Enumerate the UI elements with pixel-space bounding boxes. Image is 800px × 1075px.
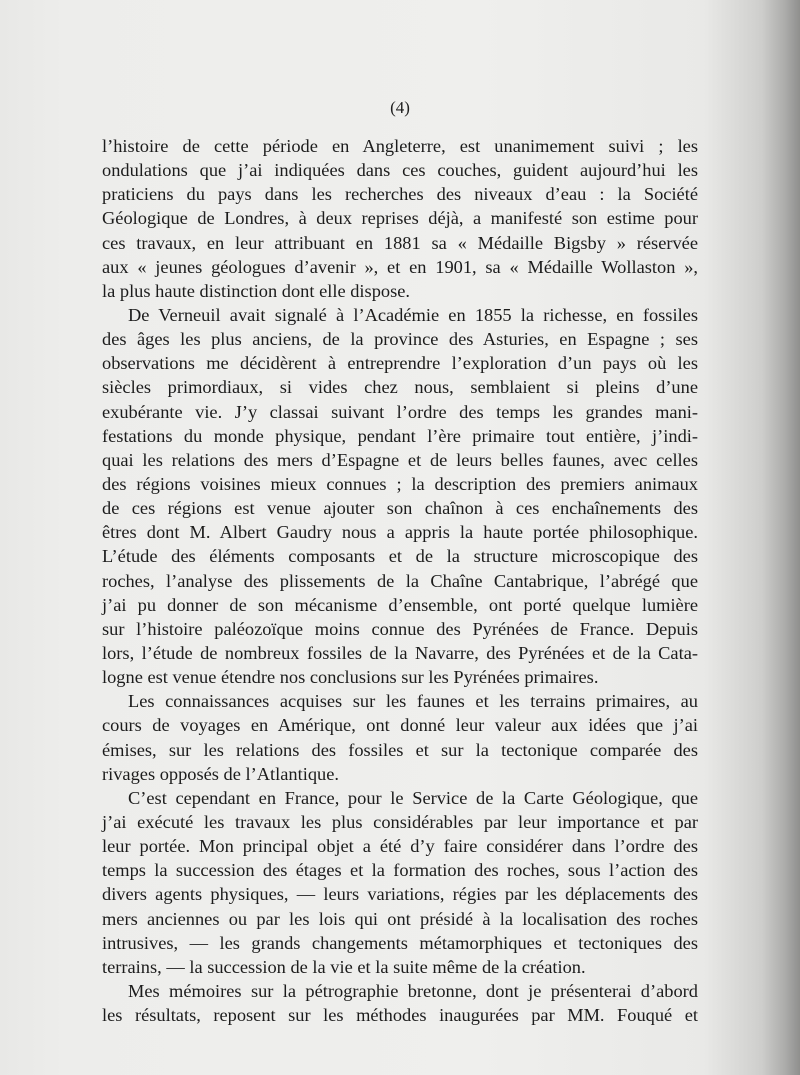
text-line: praticiens du pays dans les recherches des niveaux d’eau : la Société — [102, 184, 698, 205]
binding-shadow — [762, 0, 800, 1075]
text-line: Les connaissances acquises sur les faunes et les terrains primaires, au — [128, 691, 698, 712]
text-line: terrains, — la succession de la vie et la suite même de la création. — [102, 956, 586, 977]
text-line: j’ai exécuté les travaux les plus considérables par leur importance et par — [102, 811, 698, 832]
paragraph — [102, 689, 698, 786]
text-line: rivages opposés de l’Atlantique. — [102, 763, 339, 784]
text-line: intrusives, — les grands changements métamorphiques et tectoniques des — [102, 932, 698, 953]
text-line: la plus haute distinction dont elle dispose. — [102, 280, 410, 301]
text-line: logne est venue étendre nos conclusions sur les Pyrénées primaires. — [102, 667, 599, 688]
text-line: j’ai pu donner de son mécanisme d’ensemble, ont porté quelque lumière — [102, 594, 698, 615]
text-line: De Verneuil avait signalé à l’Académie en 1855 la richesse, en fossiles — [128, 304, 698, 325]
text-line: cours de voyages en Amérique, ont donné leur valeur aux idées que j’ai — [102, 715, 698, 736]
text-line: siècles primordiaux, si vides chez nous, semblaient si pleins d’une — [102, 377, 698, 398]
text-line: mers anciennes ou par les lois qui ont présidé à la localisation des roches — [102, 908, 698, 929]
text-line: Géologique de Londres, à deux reprises déjà, a manifesté son estime pour — [102, 208, 698, 229]
text-line: temps la succession des étages et la formation des roches, sous l’action des — [102, 860, 698, 881]
text-line: émises, sur les relations des fossiles et sur la tectonique comparée des — [102, 739, 698, 760]
text-line: ces travaux, en leur attribuant en 1881 sa « Médaille Bigsby » réservée — [102, 232, 698, 253]
body-text — [102, 134, 698, 1027]
text-line: observations me décidèrent à entreprendre l’exploration d’un pays où les — [102, 353, 698, 374]
text-line: des régions voisines mieux connues ; la description des premiers animaux — [102, 473, 698, 494]
paragraph — [102, 786, 698, 979]
text-line: Mes mémoires sur la pétrographie bretonne, dont je présenterai d’abord — [128, 980, 698, 1001]
paragraph — [102, 979, 698, 1027]
text-line: lors, l’étude de nombreux fossiles de la Navarre, des Pyrénées et de la Cata- — [102, 642, 698, 663]
paragraph — [102, 303, 698, 689]
text-line: quai les relations des mers d’Espagne et de leurs belles faunes, avec celles — [102, 449, 698, 470]
text-line: les résultats, reposent sur les méthodes inaugurées par MM. Fouqué et — [102, 1005, 698, 1026]
page-number: (4) — [390, 98, 410, 117]
text-line: l’histoire de cette période en Angleterre, est unanimement suivi ; les — [102, 136, 698, 156]
text-line: leur portée. Mon principal objet a été d’y faire considérer dans l’ordre des — [102, 836, 698, 857]
text-line: L’étude des éléments composants et de la structure microscopique des — [102, 546, 698, 567]
text-line: de ces régions est venue ajouter son chaînon à ces enchaînements des — [102, 498, 698, 519]
text-line: C’est cependant en France, pour le Service de la Carte Géologique, que — [128, 787, 698, 808]
text-line: sur l’histoire paléozoïque moins connue des Pyrénées de France. Depuis — [102, 618, 698, 639]
text-line: roches, l’analyse des plissements de la Chaîne Cantabrique, l’abrégé que — [102, 570, 698, 591]
text-line: aux « jeunes géologues d’avenir », et en 1901, sa « Médaille Wollaston », — [102, 256, 698, 277]
text-line: exubérante vie. J’y classai suivant l’ordre des temps les grandes mani- — [102, 401, 698, 422]
text-line: êtres dont M. Albert Gaudry nous a appris la haute portée philosophique. — [102, 522, 698, 543]
text-line: divers agents physiques, — leurs variations, régies par les déplacements des — [102, 884, 698, 905]
text-line: festations du monde physique, pendant l’ère primaire tout entière, j’indi- — [102, 425, 698, 446]
paragraph — [102, 134, 698, 303]
text-line: ondulations que j’ai indiquées dans ces couches, guident aujourd’hui les — [102, 160, 698, 181]
text-line: des âges les plus anciens, de la province des Asturies, en Espagne ; ses — [102, 329, 698, 350]
